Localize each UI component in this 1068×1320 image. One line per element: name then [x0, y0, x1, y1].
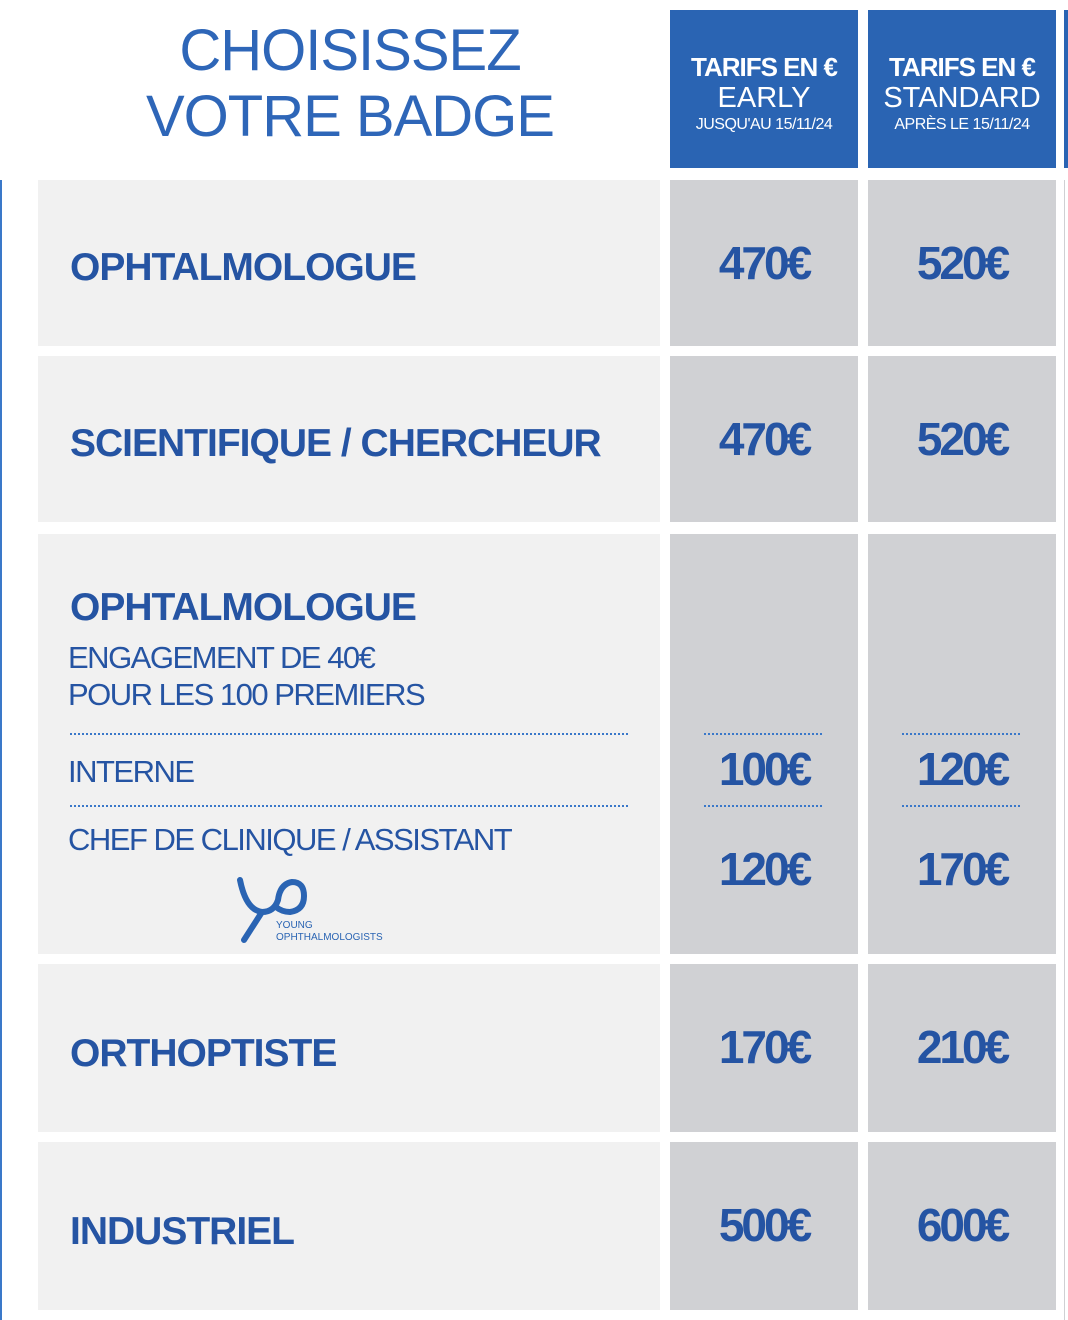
price-early: 470€ [718, 413, 810, 465]
next-column-edge-body [1064, 180, 1065, 1320]
price-standard: 600€ [916, 1199, 1008, 1251]
price-cell-standard [868, 1142, 1056, 1310]
row-industriel [38, 1142, 660, 1310]
row-ophtalmologue [38, 180, 660, 346]
interne-label: INTERNE [68, 754, 194, 789]
yo-logo-icon [236, 874, 436, 944]
logo-text-1: YOUNG [276, 920, 313, 931]
price-chef-early: 120€ [718, 843, 810, 895]
left-border-line [0, 180, 2, 1320]
price-early: 470€ [718, 237, 810, 289]
title-line-2: VOTRE BADGE [146, 84, 554, 149]
price-cell-standard [868, 356, 1056, 522]
row-label: SCIENTIFIQUE / CHERCHEUR [70, 422, 601, 465]
dotted-divider [704, 805, 822, 807]
price-chef-standard: 170€ [916, 843, 1008, 895]
row-label: OPHTALMOLOGUE [70, 586, 416, 629]
row-label: OPHTALMOLOGUE [70, 246, 416, 289]
header-early-tier: EARLY [717, 82, 811, 114]
header-early-date: JUSQU'AU 15/11/24 [695, 116, 833, 133]
engagement-line-2: POUR LES 100 PREMIERS [68, 677, 425, 712]
price-cell-early [670, 534, 858, 954]
price-standard: 520€ [916, 413, 1008, 465]
price-cell-standard [868, 964, 1056, 1132]
price-cell-standard [868, 180, 1056, 346]
row-label: INDUSTRIEL [70, 1210, 294, 1253]
price-cell-early [670, 356, 858, 522]
price-standard: 520€ [916, 237, 1008, 289]
header-early [670, 10, 858, 168]
price-cell-early [670, 964, 858, 1132]
chef-label: CHEF DE CLINIQUE / ASSISTANT [68, 822, 512, 857]
price-cell-early [670, 180, 858, 346]
logo-text-2: OPHTHALMOLOGISTS [276, 932, 383, 943]
row-orthoptiste [38, 964, 660, 1132]
row-label: ORTHOPTISTE [70, 1032, 337, 1075]
page-title [40, 18, 660, 150]
row-scientifique [38, 356, 660, 522]
price-early: 170€ [718, 1021, 810, 1073]
price-interne-early: 100€ [718, 743, 810, 795]
young-ophthalmologists-logo [236, 874, 436, 944]
header-standard-tier: STANDARD [883, 82, 1041, 114]
header-early-label: TARIFS EN € [691, 52, 837, 82]
row-young-ophtalmologue [38, 534, 660, 954]
title-line-1: CHOISISSEZ [179, 18, 521, 83]
next-column-edge [1064, 10, 1068, 168]
dotted-divider [902, 733, 1020, 735]
engagement-line-1: ENGAGEMENT DE 40€ [68, 640, 375, 675]
dotted-divider [902, 805, 1020, 807]
dotted-divider [70, 805, 628, 807]
dotted-divider [70, 733, 628, 735]
price-cell-early [670, 1142, 858, 1310]
price-early: 500€ [718, 1199, 810, 1251]
header-standard-label: TARIFS EN € [889, 52, 1035, 82]
header-standard-date: APRÈS LE 15/11/24 [894, 116, 1030, 133]
price-standard: 210€ [916, 1021, 1008, 1073]
price-interne-standard: 120€ [916, 743, 1008, 795]
price-cell-standard [868, 534, 1056, 954]
header-standard [868, 10, 1056, 168]
dotted-divider [704, 733, 822, 735]
